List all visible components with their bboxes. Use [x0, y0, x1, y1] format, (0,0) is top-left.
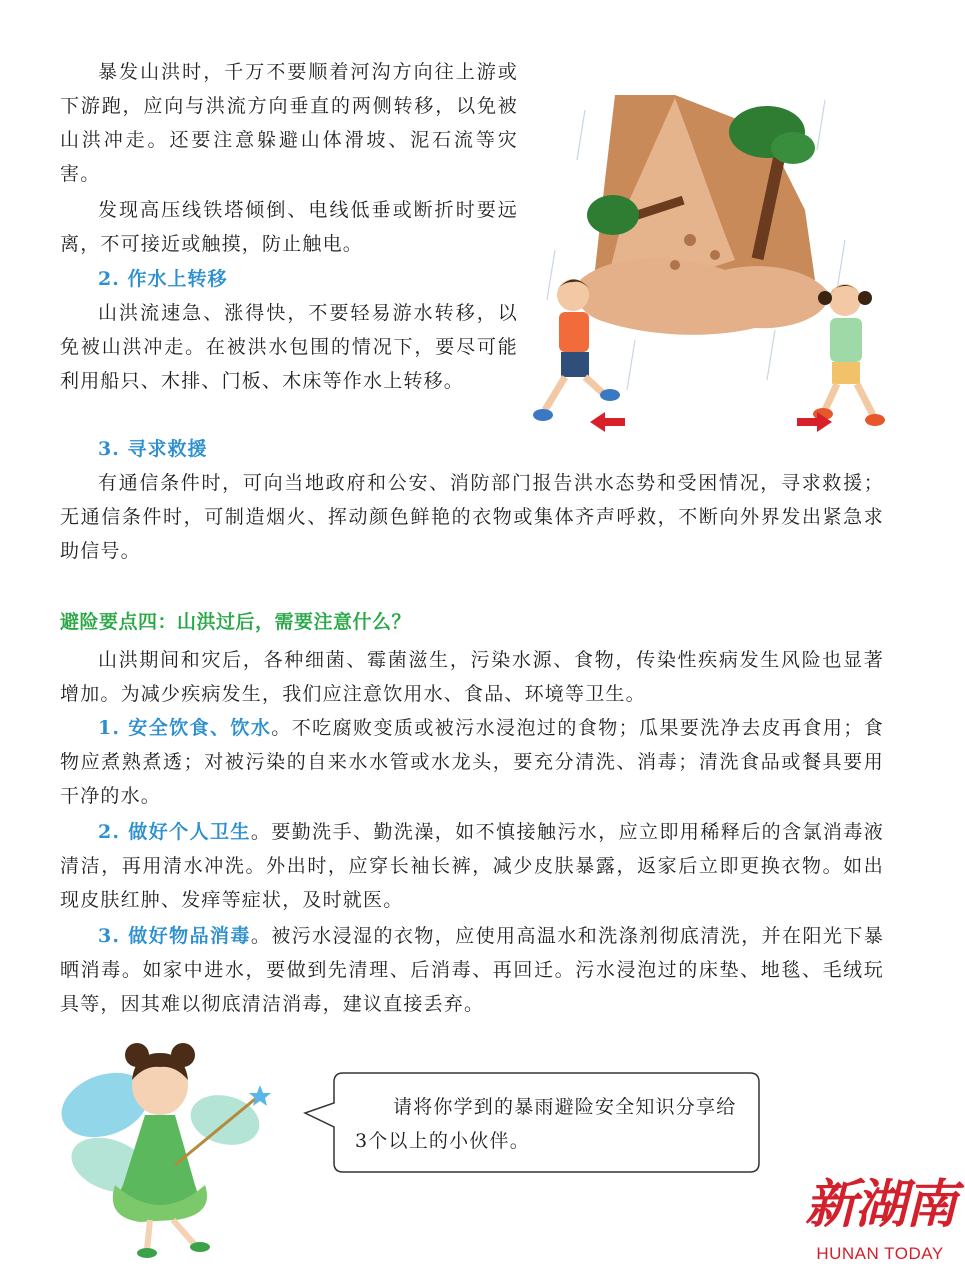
fairy-shoe-right: [190, 1242, 210, 1252]
speech-bubble-text: 请将你学到的暴雨避险安全知识分享给3个以上的小伙伴。: [355, 1096, 737, 1152]
item-dot: 。: [250, 925, 272, 947]
item-label: 2. 做好个人卫生: [98, 821, 251, 843]
paragraph-after-flood-intro: 山洪期间和灾后，各种细菌、霉菌滋生，污染水源、食物，传染性疾病发生风险也显著增加。为减少疾病发生，我们应注意饮用水、食品、环境等卫生。: [60, 649, 884, 705]
arrow-left-icon: [590, 412, 625, 432]
item-text: 被污水浸湿的衣物，应使用高温水和洗涤剂彻底清洗，并在阳光下暴晒消毒。如家中进水，要做到先清理、后消毒、再回迁。污水浸泡过的床垫、地毯、毛绒玩具等，因其难以彻底清洁消毒，建议直接丢弃。: [60, 925, 884, 1015]
fairy-leg-left: [147, 1220, 150, 1250]
paragraph-seek-rescue: 有通信条件时，可向当地政府和公安、消防部门报告洪水态势和受困情况，寻求救援；无通信条件时，可制造烟火、挥动颜色鲜艳的衣物或集体齐声呼救，不断向外界发出紧急求助信号。: [60, 472, 884, 562]
item-text: 不吃腐败变质或被污水浸泡过的食物；瓜果要洗净去皮再食用；食物应煮熟煮透；对被污染的自来水水管或水龙头，要充分清洗、消毒；清洗食品或餐具要用干净的水。: [60, 717, 884, 807]
item-dot: 。: [250, 821, 272, 843]
logo-hunan-today-en: HUNAN TODAY: [816, 1244, 944, 1263]
fairy-illustration: [55, 1035, 315, 1265]
fairy-shoe-left: [137, 1248, 157, 1258]
heading-water-transfer: 2. 作水上转移: [98, 268, 228, 290]
item-label: 1. 安全饮食、饮水: [98, 717, 272, 739]
item-dot: 。: [271, 717, 292, 739]
item-personal-hygiene: [60, 815, 884, 917]
landslide-illustration: [525, 90, 885, 435]
item-text: 要勤洗手、勤洗澡，如不慎接触污水，应立即用稀释后的含氯消毒液清洁，再用清水冲洗。外出时，应穿长袖长裤，减少皮肤暴露，返家后立即更换衣物。如出现皮肤红肿、发痒等症状，及时就医。: [60, 821, 884, 911]
logo-hunan-today-cn: 新湖南: [804, 1174, 955, 1235]
paragraph-power-line: 发现高压线铁塔倾倒、电线低垂或断折时要远离，不可接近或触摸，防止触电。: [60, 199, 518, 255]
heading-seek-rescue: 3. 寻求救援: [98, 438, 208, 460]
paragraph-flood-escape: 暴发山洪时，千万不要顺着河沟方向往上游或下游跑，应向与洪流方向垂直的两侧转移，以免被山洪冲走。还要注意躲避山体滑坡、泥石流等灾害。: [60, 61, 518, 185]
item-safe-food: [60, 711, 884, 813]
paragraph-water-transfer: 山洪流速急、涨得快，不要轻易游水转移，以免被山洪冲走。在被洪水包围的情况下，要尽可能利用船只、木排、门板、木床等作水上转移。: [60, 302, 518, 392]
section-title-after-flood: 避险要点四：山洪过后，需要注意什么？: [60, 611, 412, 633]
item-label: 3. 做好物品消毒: [98, 925, 251, 947]
item-disinfection: [60, 919, 884, 1021]
fairy-leg-right: [173, 1220, 195, 1245]
